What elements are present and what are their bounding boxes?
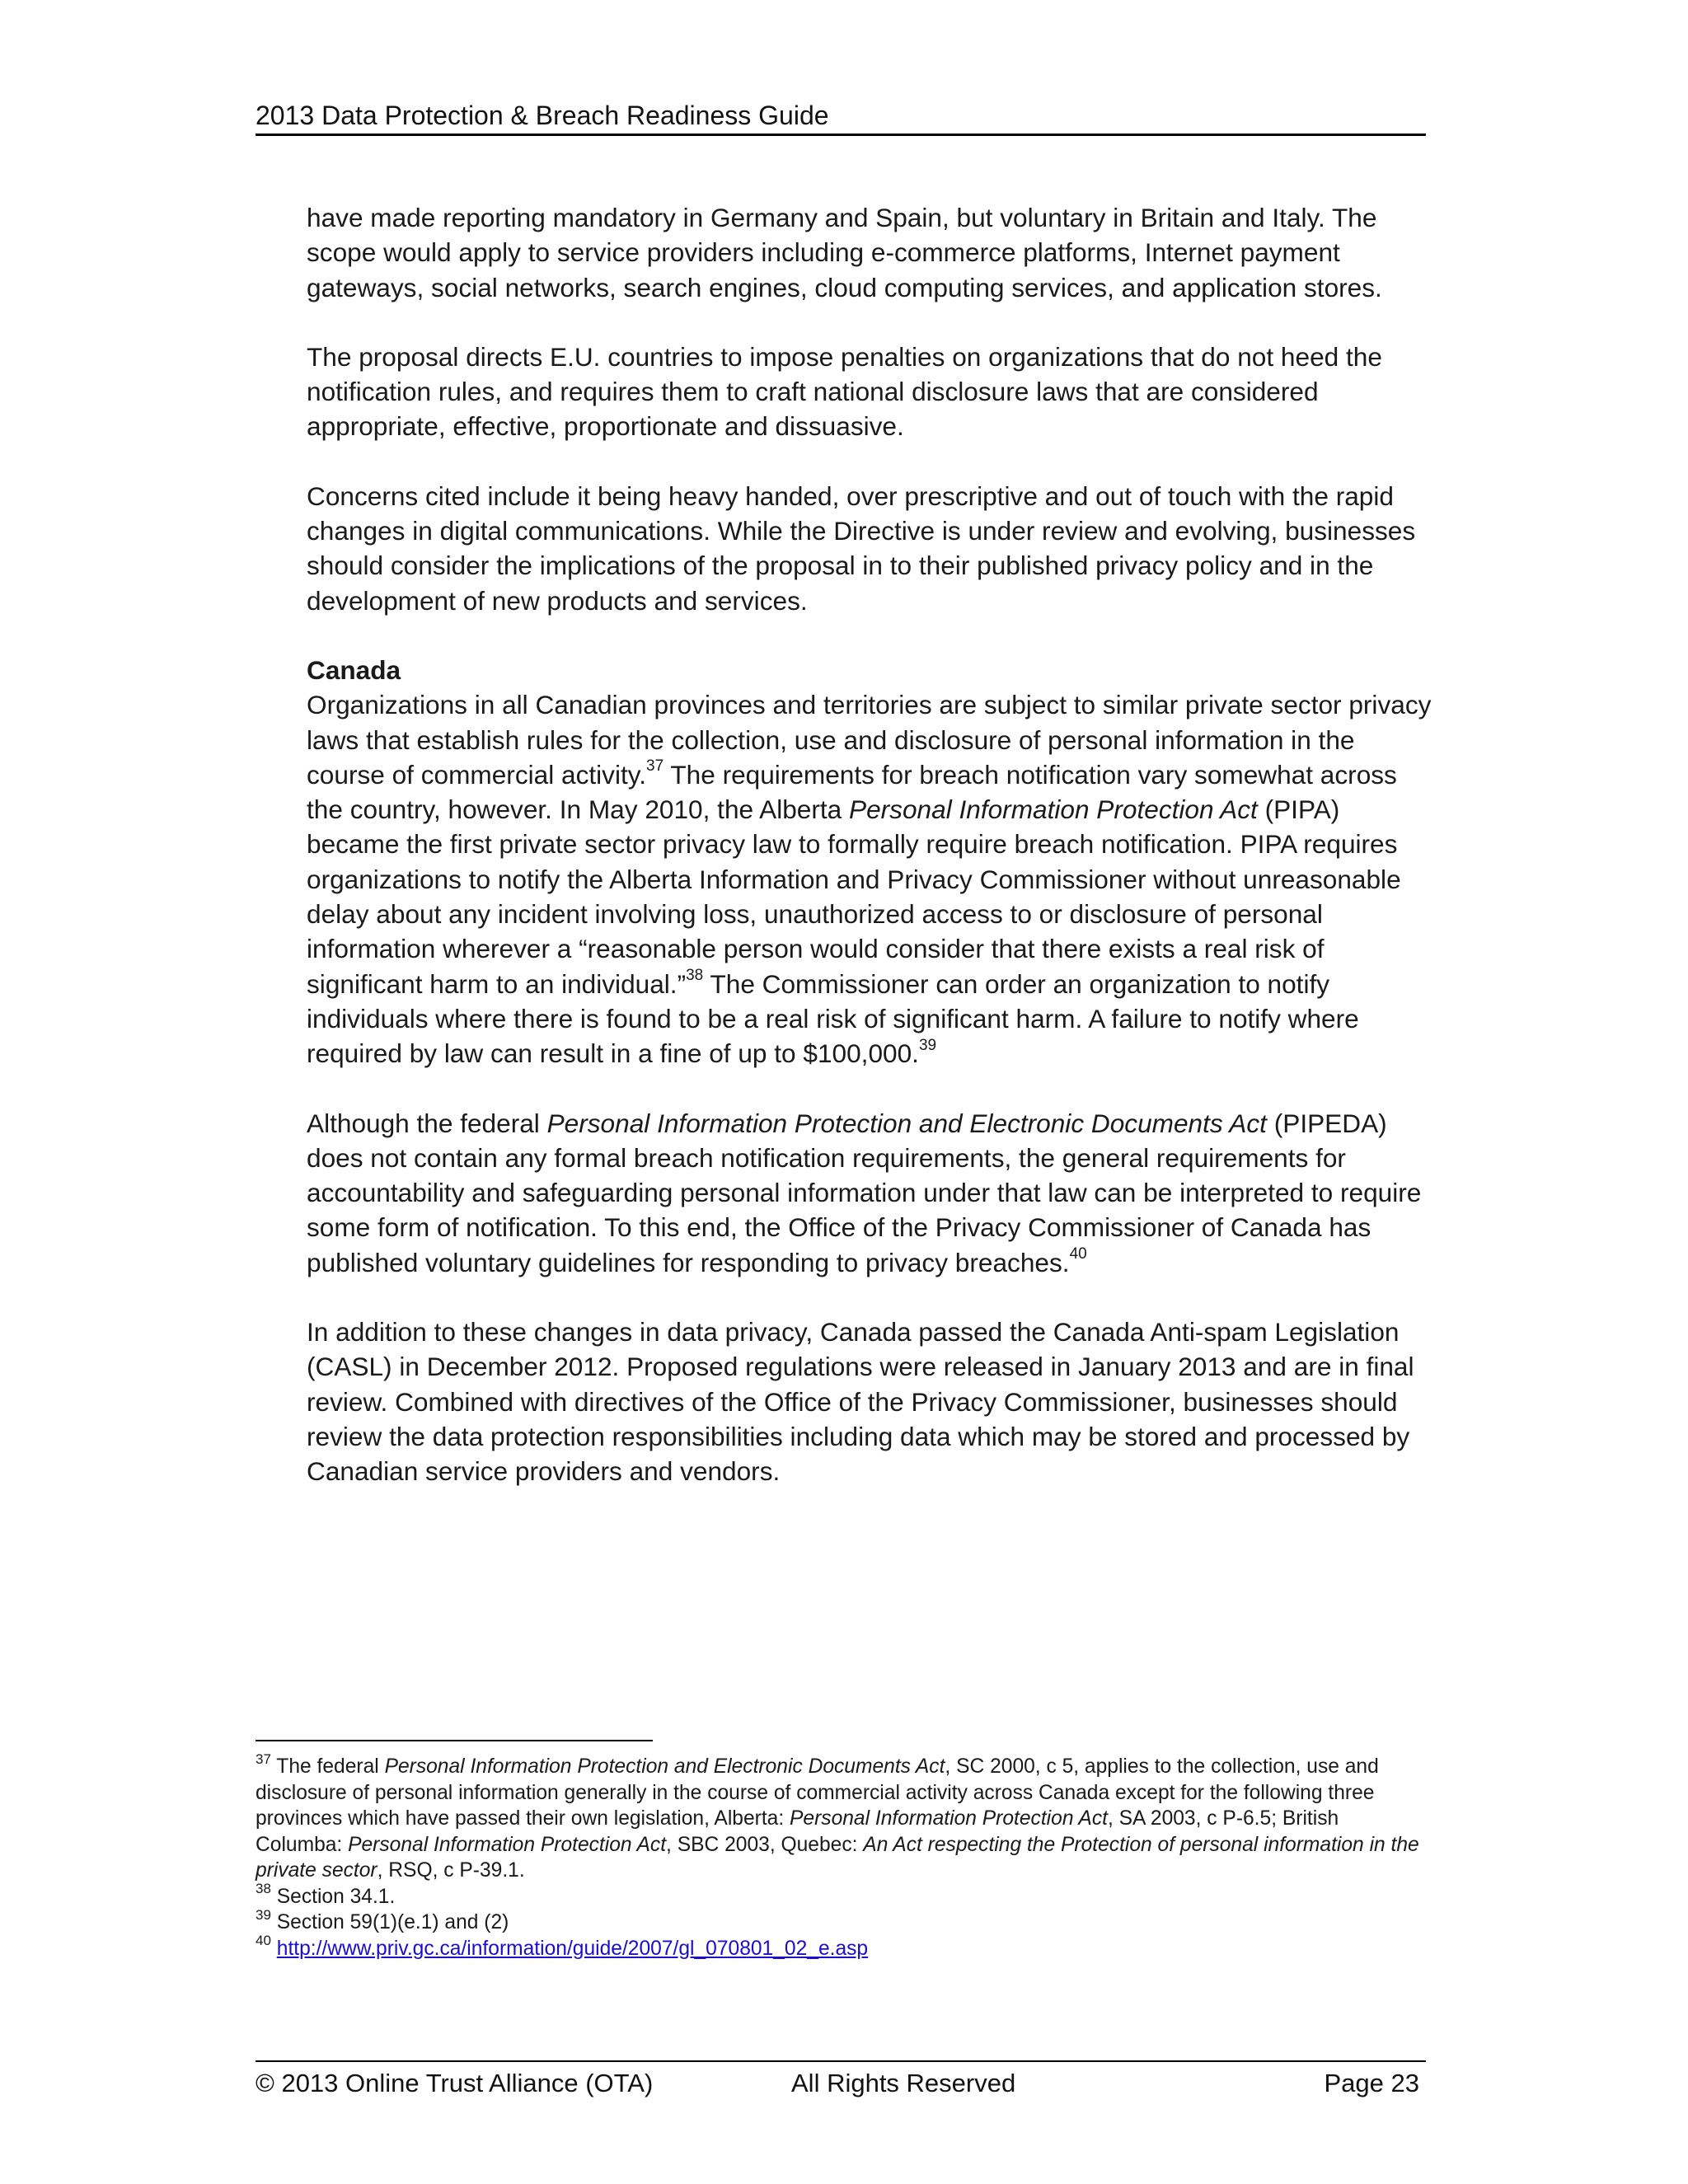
act-name-pipa: Personal Information Protection Act xyxy=(849,794,1258,825)
footnote-ref-40[interactable]: 40 xyxy=(1069,1245,1087,1263)
document-title: 2013 Data Protection & Breach Readiness Guide xyxy=(256,101,829,130)
main-content xyxy=(307,200,1432,1489)
footnote-ref-37[interactable]: 37 xyxy=(646,757,664,776)
footnote-40-link[interactable]: http://www.priv.gc.ca/information/guide/2007/gl_070801_02_e.asp xyxy=(276,1937,869,1960)
paragraph-canada-casl: In addition to these changes in data privacy, Canada passed the Canada Anti-spam Legislation (CASL) in December 2012. Proposed regulations were released in January 2013 and are in final review. Combined with directives of the Office of the Privacy Commissioner, businesses should review the data protection responsibilities including data which may be stored and processed by Canadian service providers and vendors. xyxy=(307,1317,1414,1487)
footnote-ref-39[interactable]: 39 xyxy=(918,1036,937,1054)
page-number: Page 23 xyxy=(1324,2069,1419,2097)
footnote-38: $^{38}$ Section 34.1. xyxy=(256,1881,396,1908)
act-name-pipeda: Personal Information Protection and Electronic Documents Act xyxy=(546,1108,1267,1138)
footnote-ref-38[interactable]: 38 xyxy=(686,967,704,985)
paragraph-canada-pipa: Organizations in all Canadian provinces and territories are subject to similar private sector privacy laws that establish rules for the collection, use and disclosure of personal information in the course of commercial activity.$^{37}$ The requirements for breach notification vary somewhat across the country, however. In May 2010, the Alberta Personal Information Protection Act (PIPA) became the first private sector privacy law to formally require breach notification. PIPA requires organizations to notify the Alberta Information and Privacy Commissioner without unreasonable delay about any incident involving loss, unauthorized access to or disclosure of personal information wherever a “reasonable person would consider that there exists a real risk of significant harm to an individual.”$^{38}$ The Commissioner can order an organization to notify individuals where there is found to be a real risk of significant harm. A failure to notify where required by law can result in a fine of up to $100,000.39 xyxy=(307,690,1432,1069)
footnotes xyxy=(256,1750,1426,1961)
paragraph-canada-pipeda: Although the federal Personal Information Protection and Electronic Documents Act (PIPEDA) does not contain any formal breach notification requirements, the general requirements for accountability and safeguarding personal information under that law can be interpreted to require some form of notification. To this end, the Office of the Privacy Commissioner of Canada has published voluntary guidelines for responding to privacy breaches.$^{40}$ xyxy=(307,1108,1422,1277)
footnote-39: $^{39}$ Section 59(1)(e.1) and (2) xyxy=(256,1906,509,1933)
paragraph-eu-concerns: Concerns cited include it being heavy handed, over prescriptive and out of touch with the rapid changes in digital communications. While the Directive is under review and evolving, businesses should consider the implications of the proposal in to their published privacy policy and in the development of new products and services. xyxy=(307,480,1416,616)
footnote-separator xyxy=(256,1740,653,1741)
paragraph-eu-penalties: The proposal directs E.U. countries to impose penalties on organizations that do not heed the notification rules, and requires them to craft national disclosure laws that are considered appropriate, effective, proportionate and dissuasive. xyxy=(307,341,1382,442)
page-footer xyxy=(256,2060,1426,2102)
footer-rights: All Rights Reserved xyxy=(791,2069,1016,2097)
footnote-40: $^{40}$ http://www.priv.gc.ca/information/guide/2007/gl_070801_02_e.asp xyxy=(256,1933,869,1960)
page-header xyxy=(256,97,1426,136)
footnote-37: $^{37}$ The federal Personal Information Protection and Electronic Documents Act, SC 2000, c 5, applies to the collection, use and disclosure of personal information generally in the course of commercial activity across Canada except for the following three provinces which have passed their own legislation, Alberta: Personal Information Protection Act, SA 2003, c P-6.5; British Columba: Personal Information Protection Act, SBC 2003, Quebec: An Act respecting the Protection of personal information in the private sector, RSQ, c P-39.1. xyxy=(256,1750,1419,1882)
paragraph-eu-scope: have made reporting mandatory in Germany and Spain, but voluntary in Britain and Italy. The scope would apply to service providers including e-commerce platforms, Internet payment gateways, social networks, search engines, cloud computing services, and application stores. xyxy=(307,203,1382,302)
footer-copyright: © 2013 Online Trust Alliance (OTA) xyxy=(256,2069,654,2097)
section-heading-canada: Canada xyxy=(307,654,401,685)
